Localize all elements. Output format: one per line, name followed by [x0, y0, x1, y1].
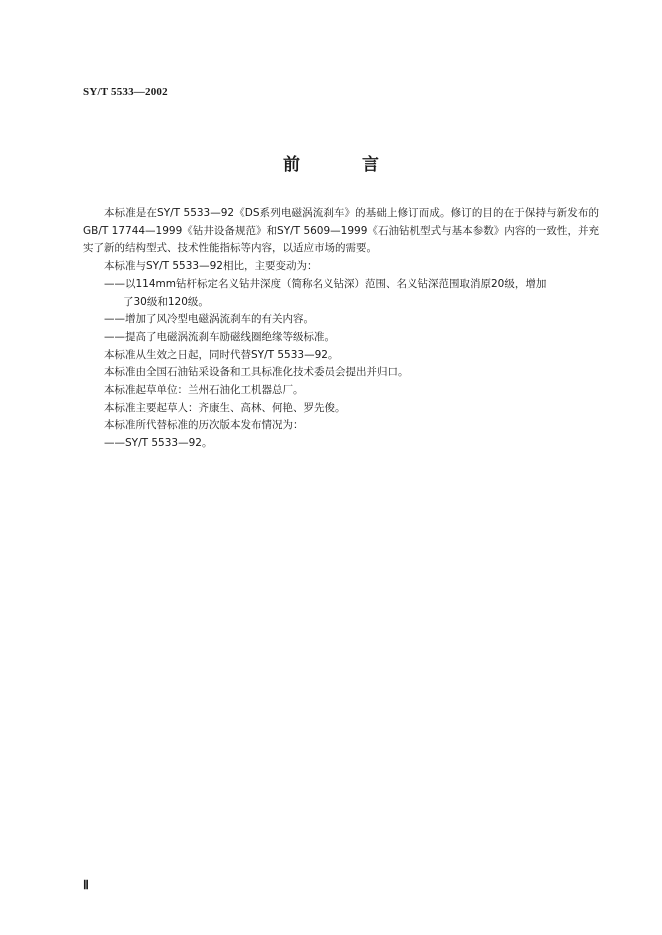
document-code: SY/T 5533—2002	[83, 86, 168, 98]
paragraph-drafters: 本标准主要起草人：齐康生、高林、何艳、罗先俊。	[104, 401, 346, 414]
page-title: 前 言	[283, 155, 407, 175]
page-number: Ⅱ	[83, 878, 89, 892]
paragraph-proposed-by: 本标准由全国石油钻采设备和工具标准化技术委员会提出并归口。	[104, 366, 409, 379]
paragraph-drafting-unit: 本标准起草单位：兰州石油化工机器总厂。	[104, 384, 304, 397]
history-item: ——SY/T 5533—92。	[104, 437, 213, 450]
change-item-air-cooled: ——增加了风冷型电磁涡流刹车的有关内容。	[104, 313, 314, 326]
foreword-body	[83, 205, 599, 453]
paragraph-replaces: 本标准从生效之日起，同时代替SY/T 5533—92。	[104, 348, 339, 361]
paragraph-history-intro: 本标准所代替标准的历次版本发布情况为：	[104, 419, 304, 432]
change-item-drilling-depth: ——以114mm钻杆标定名义钻井深度（简称名义钻深）范围、名义钻深范围取消原20级，增加	[104, 277, 547, 290]
change-item-drilling-depth-cont: 了30级和120级。	[123, 295, 209, 308]
paragraph-changes-intro: 本标准与SY/T 5533—92相比，主要变动为：	[104, 260, 318, 273]
change-item-insulation: ——提高了电磁涡流刹车励磁线圈绝缘等级标准。	[104, 330, 335, 343]
paragraph-intro: 本标准是在SY/T 5533—92《DS系列电磁涡流刹车》的基础上修订而成。修订的目的在于保持与新发布的GB/T 17744—1999《钻井设备规范》和SY/T 5609—1999《石油钻机型式与基本参数》内容的一致性，并充实了新的结构型式、技术性能指标等内容，以适应市场的需要。	[83, 207, 599, 255]
